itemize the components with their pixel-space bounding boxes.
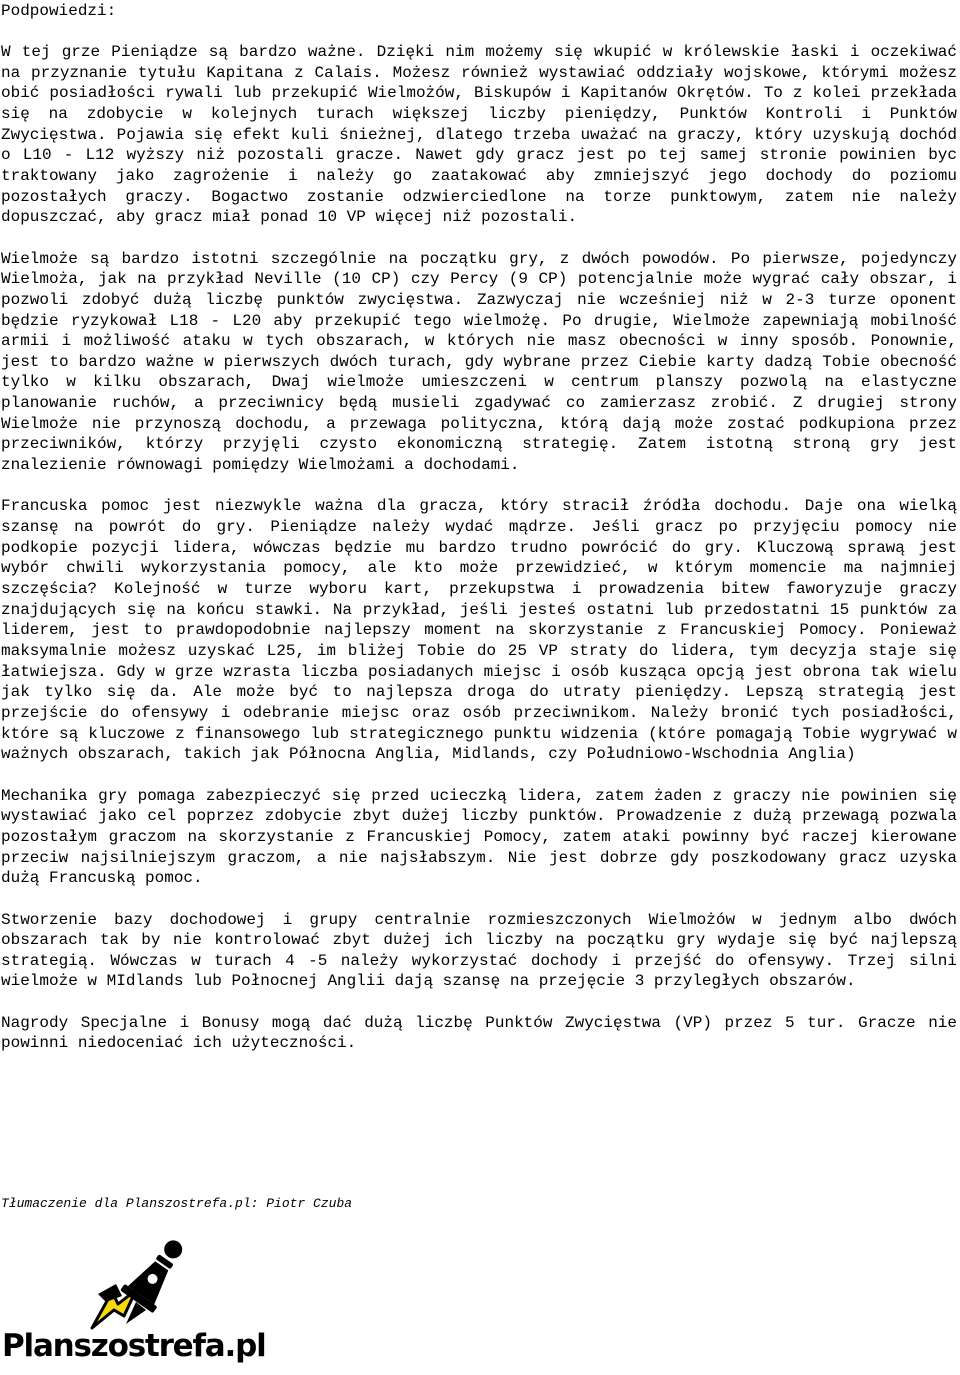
- paragraph-game-mechanics: Mechanika gry pomaga zabezpieczyć się przed ucieczką lidera, zatem żaden z graczy nie powinien się wystawiać jako cel poprzez zdobycie zbyt dużej liczby punktów. Prowadzenie z dużą przewagą pozwala pozostałym graczom na skorzystanie z Francuskiej Pomocy, zatem ataki powinny być raczej kierowane przeciw najsilniejszym graczom, a nie najsłabszym. Nie jest dobrze gdy poszkodowany gracz uzyska dużą Francuską pomoc.: [1, 786, 957, 888]
- paragraph-special-awards: Nagrody Specjalne i Bonusy mogą dać dużą liczbę Punktów Zwycięstwa (VP) przez 5 tur. Gracze nie powinni niedoceniać ich użyteczności.: [1, 1013, 957, 1053]
- paragraph-money: W tej grze Pieniądze są bardzo ważne. Dzięki nim możemy się wkupić w królewskie łaski i oczekiwać na przyznanie tytułu Kapitana z Calais. Możesz również wystawiać oddziały wojskowe, którymi możesz obić posiadłości rywali lub przekupić Wielmożów, Biskupów i Kapitanów Okrętów. To z kolei przekłada się na zdobycie w kolejnych turach większej liczby pieniędzy, Punktów Kontroli i Punktów Zwycięstwa. Pojawia się efekt kuli śnieżnej, dlatego trzeba uważać na graczy, który uzyskują dochód o L10 - L12 wyższy niż pozostali gracze. Nawet gdy gracz jest po tej samej stronie powinien byc traktowany jako zagrożenie i należy go zaatakować aby zmniejszyć jego dochody do poziomu pozostałych graczy. Bogactwo zostanie odzwierciedlone na torze punktowym, zatem nie należy dopuszczać, aby gracz miał ponad 10 VP więcej niż pozostali.: [1, 43, 957, 227]
- planszostrefa-logo: [0, 1232, 270, 1367]
- translation-credit: Tłumaczenie dla Planszostrefa.pl: Piotr Czuba: [1, 1196, 353, 1211]
- paragraph-french-aid: Francuska pomoc jest niezwykle ważna dla gracza, który stracił źródła dochodu. Daje ona wielką szansę na powrót do gry. Pieniądze należy wydać mądrze. Jeśli gracz po przyjęciu pomocy nie podkopie pozycji lidera, wówczas będzie mu bardzo trudno powrócić do gry. Kluczową sprawą jest wybór chwili wykorzystania pomocy, ale kto może przewidzieć, w którym momencie ma najmniej szczęścia? Kolejność w turze wyboru kart, przekupstwa i prowadzenia bitew faworyzuje graczy znajdujących się na końcu stawki. Na przykład, jeśli jesteś ostatni lub przedostatni 15 punktów za liderem, jest to prawdopodobnie najlepszy moment na skorzystanie z Francuskiej Pomocy. Ponieważ maksymalnie możesz uzyskać L25, im bliżej Tobie do 25 VP straty do lidera, tym decyzja staje się łatwiejsza. Gdy w grze wzrasta liczba posiadanych miejsc i osób kusząca opcją jest obrona tak wielu jak tylko się da. Ale może być to najlepsza droga do utraty pieniędzy. Lepszą strategią jest przejście do ofensywy i odebranie miejsc oraz osób przeciwnikom. Należy bronić tych posiadłości, które są kluczowe z finansowego lub strategicznego punktu widzenia (które pomagają Tobie wygrywać w ważnych obszarach, takich jak Północna Anglia, Midlands, czy Południowo-Wschodnia Anglia): [1, 497, 957, 764]
- paragraph-income-base: Stworzenie bazy dochodowej i grupy centralnie rozmieszczonych Wielmożów w jednym albo dwóch obszarach tak by nie kontrolować zbyt dużej ich liczby na początku gry wydaje się być najlepszą strategią. Wówczas w turach 4 -5 należy wykorzystać dochody i przejść do ofensywy. Trzej silni wielmoże w MIdlands lub Połnocnej Anglii dają szansę na przejęcie 3 przyległych obszarów.: [1, 910, 957, 991]
- rocket-pawn-icon: [84, 1232, 194, 1332]
- paragraph-nobles: Wielmoże są bardzo istotni szczególnie na początku gry, z dwóch powodów. Po pierwsze, pojedynczy Wielmoża, jak na przykład Neville (10 CP) czy Percy (9 CP) potencjalnie może wygrać cały obszar, i pozwoli zdobyć dużą liczbę punktów zwycięstwa. Zazwyczaj nie wcześniej niż w 2-3 turze oponent będzie ryzykował L18 - L20 aby przekupić tego wielmożę. Po drugie, Wielmoże zapewniają mobilność armii i możliwość ataku w tych obszarach, w których nie masz obecności w inny sposób. Ponownie, jest to bardzo ważne w pierwszych dwóch turach, gdy wybrane przez Ciebie karty dadzą Tobie obecność tylko w kilku obszarach, Dwaj wielmoże umieszczeni w centrum planszy pozwolą na elastyczne planowanie ruchów, a przeciwnicy będą musieli zgadywać co zamierzasz zrobić. Z drugiej strony Wielmoże nie przynoszą dochodu, a przewaga polityczna, którą dają może zostać podkupiona przez przeciwników, którzy przyjęli czysto ekonomiczną strategię. Zatem istotną stroną gry jest znalezienie równowagi pomiędzy Wielmożami a dochodami.: [1, 249, 957, 475]
- section-heading: Podpowiedzi:: [1, 2, 117, 20]
- logo-wordmark: Planszostrefa.pl: [2, 1328, 266, 1364]
